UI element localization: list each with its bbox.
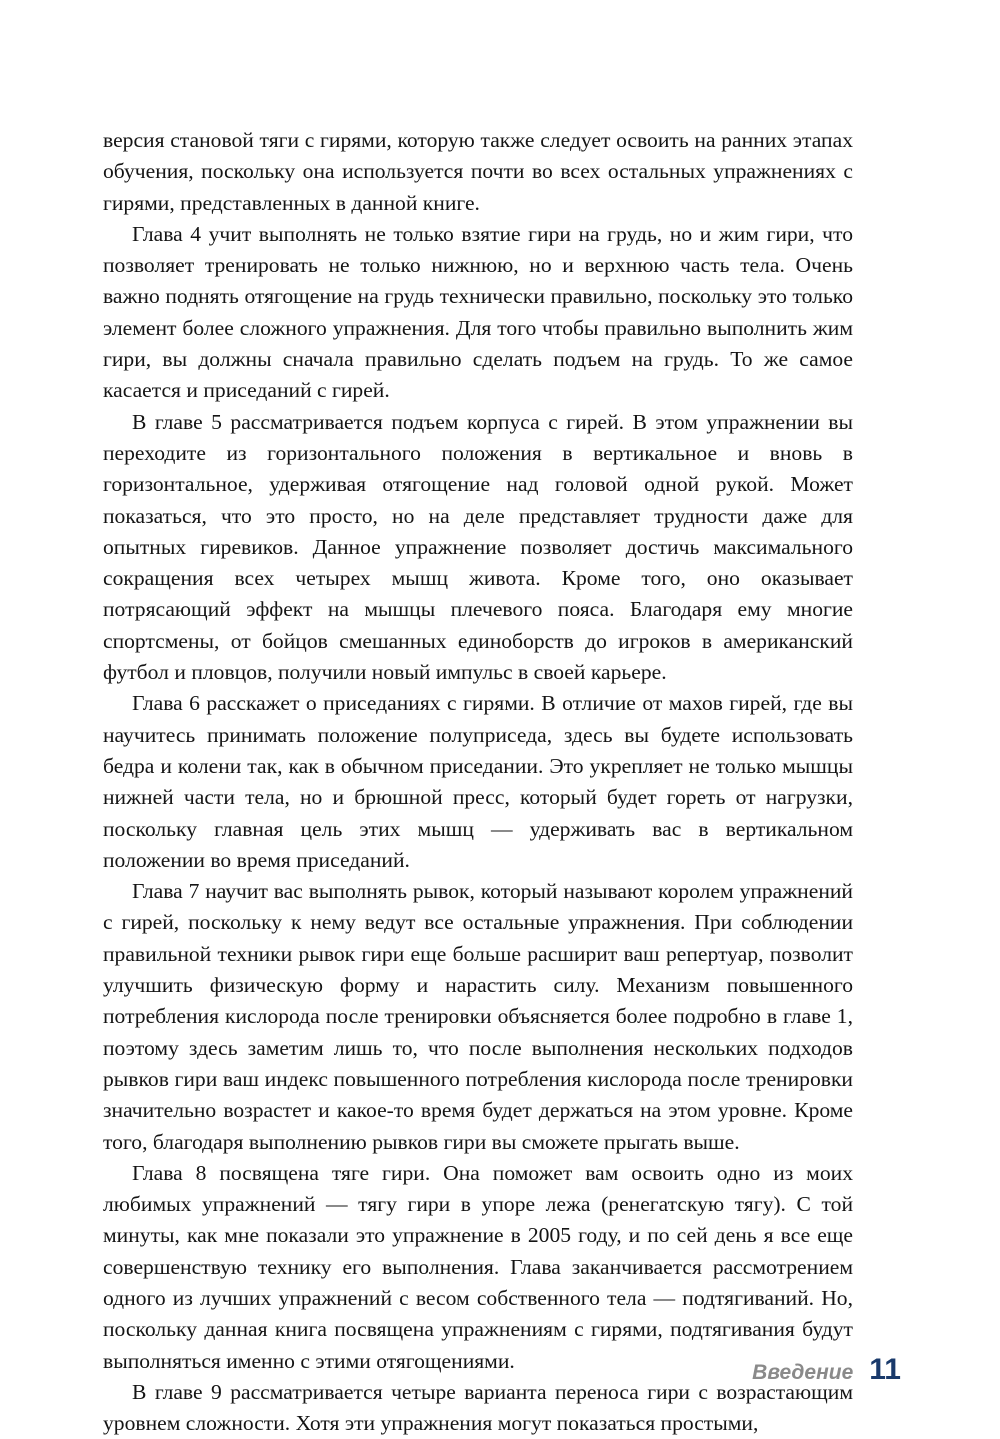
page-footer (752, 1353, 901, 1387)
paragraph: Глава 6 расскажет о приседаниях с гирями. В отличие от махов гирей, где вы научитесь принимать положение полуприседа, здесь вы будете использовать бедра и колени так, как в обычном приседании. Это укрепляет не только мышцы нижней части тела, но и брюшной пресс, который будет гореть от нагрузки, поскольку главная цель этих мышц — удерживать вас в вертикальном положении во время приседаний. (103, 691, 853, 872)
page-number: 11 (869, 1353, 901, 1386)
paragraph: В главе 5 рассматривается подъем корпуса с гирей. В этом упражнении вы переходите из горизонтального положения в вертикальное и вновь в горизонтальное, удерживая отягощение над головой одной рукой. Может показаться, что это просто, но на деле представляет трудности даже для опытных гиревиков. Данное упражнение позволяет достичь максимального сокращения всех четырех мышц живота. Кроме того, оно оказывает потрясающий эффект на мышцы плечевого пояса. Благодаря ему многие спортсмены, от бойцов смешанных единоборств до игроков в американский футбол и пловцов, получили новый импульс в своей карьере. (103, 409, 853, 685)
paragraph: Глава 8 посвящена тяге гири. Она поможет вам освоить одно из моих любимых упражнений — тягу гири в упоре лежа (ренегатскую тягу). С той минуты, как мне показали это упражнение в 2005 году, и по сей день я все еще совершенствую технику его выполнения. Глава заканчивается рассмотрением одного из лучших упражнений с весом собственного тела — подтягиваний. Но, поскольку данная книга посвящена упражнениям с гирями, подтягивания будут выполняться именно с этими отягощениями. (103, 1160, 853, 1373)
paragraph: Глава 4 учит выполнять не только взятие гири на грудь, но и жим гири, что позволяет тренировать не только нижнюю, но и верхнюю часть тела. Очень важно поднять отягощение на грудь технически правильно, поскольку это только элемент более сложного упражнения. Для того чтобы правильно выполнить жим гири, вы должны сначала правильно сделать подъем на грудь. То же самое касается и приседаний с гирей. (103, 221, 853, 403)
paragraph: версия становой тяги с гирями, которую также следует освоить на ранних этапах обучения, поскольку она используется почти во всех остальных упражнениях с гирями, представленных в данной книге. (103, 128, 853, 215)
running-section-title: Введение (752, 1361, 854, 1384)
paragraph: В главе 9 рассматривается четыре варианта переноса гири с возрастающим уровнем сложности. Хотя эти упражнения могут показаться простыми, (103, 1379, 853, 1436)
body-text (103, 125, 853, 1439)
paragraph: Глава 7 научит вас выполнять рывок, который называют королем упражнений с гирей, поскольку к нему ведут все остальные упражнения. При соблюдении правильной техники рывок гири еще больше расширит ваш репертуар, позволит улучшить физическую форму и нарастить силу. Механизм повышенного потребления кислорода после тренировки объясняется более подробно в главе 1, поэтому здесь заметим лишь то, что после выполнения нескольких подходов рывков гири ваш индекс повышенного потребления кислорода после тренировки значительно возрастет и какое-то время будет держаться на этом уровне. Кроме того, благодаря выполнению рывков гири вы сможете прыгать выше. (103, 879, 853, 1154)
